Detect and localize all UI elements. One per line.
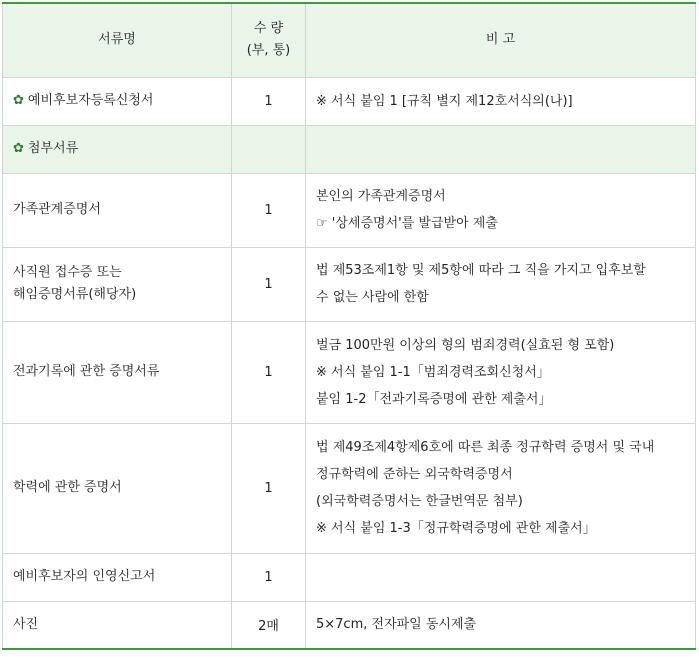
flower-icon: ✿ (13, 93, 24, 108)
table-row (3, 173, 696, 247)
row-name: ✿ 첨부서류 (3, 125, 232, 173)
row-note (306, 553, 696, 601)
row-name: 사직원 접수증 또는 해임증명서류(해당자) (3, 247, 232, 321)
table-row (3, 77, 696, 125)
table-row (3, 553, 696, 601)
header-note: 비 고 (306, 3, 696, 77)
row-name: 가족관계증명서 (3, 173, 232, 247)
table-row (3, 125, 696, 173)
header-qty-line2: (부, 통) (246, 43, 291, 59)
row-qty (232, 125, 306, 173)
row-note (306, 125, 696, 173)
row-name: 전과기록에 관한 증명서류 (3, 321, 232, 423)
row-name: 예비후보자의 인영신고서 (3, 553, 232, 601)
row-note: ※ 서식 붙임 1 [규칙 별지 제12호서식의(나)] (306, 77, 696, 125)
header-row (3, 3, 696, 77)
row-qty: 2매 (232, 601, 306, 649)
row-note: 법 제49조제4항제6호에 따른 최종 정규학력 증명서 및 국내 정규학력에 준하는 외국학력증명서 (외국학력증명서는 한글번역문 첨부) ※ 서식 붙임 1-3「정규학력증명에 관한 제출서」 (306, 423, 696, 553)
header-qty-line1: 수 량 (253, 21, 284, 37)
table-row (3, 247, 696, 321)
flower-icon: ✿ (13, 141, 24, 156)
table-row (3, 321, 696, 423)
row-note: 5×7cm, 전자파일 동시제출 (306, 601, 696, 649)
table-row (3, 601, 696, 649)
header-qty (232, 3, 306, 77)
row-qty: 1 (232, 423, 306, 553)
row-note: 법 제53조제1항 및 제5항에 따라 그 직을 가지고 입후보할 수 없는 사람에 한함 (306, 247, 696, 321)
row-name: 사진 (3, 601, 232, 649)
row-qty: 1 (232, 247, 306, 321)
table-row (3, 423, 696, 553)
row-qty: 1 (232, 321, 306, 423)
row-name: ✿ 예비후보자등록신청서 (3, 77, 232, 125)
row-note: 본인의 가족관계증명서 ☞ '상세증명서'를 발급받아 제출 (306, 173, 696, 247)
row-qty: 1 (232, 553, 306, 601)
header-name: 서류명 (3, 3, 232, 77)
row-name: 학력에 관한 증명서 (3, 423, 232, 553)
row-qty: 1 (232, 77, 306, 125)
document-table (2, 2, 696, 650)
row-note: 벌금 100만원 이상의 형의 범죄경력(실효된 형 포함) ※ 서식 붙임 1-1「범죄경력조회신청서」 붙임 1-2「전과기록증명에 관한 제출서」 (306, 321, 696, 423)
row-qty: 1 (232, 173, 306, 247)
